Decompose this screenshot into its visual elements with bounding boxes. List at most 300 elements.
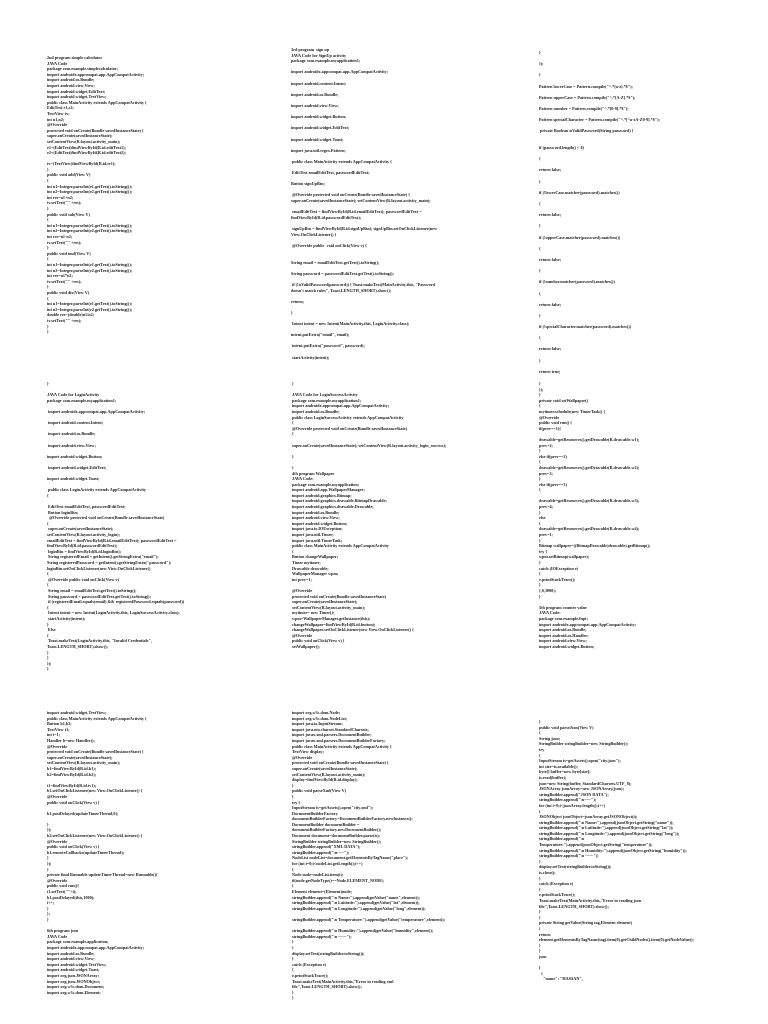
code-line: Pattern specialCharacter = Pattern.compile("^.*[^a-zA-Z0-9].*$"); bbox=[539, 117, 660, 123]
code-line: stringBuilder.append("\n Latitude:").append(jsonObject.getString("lat")); bbox=[539, 825, 674, 831]
code-line: } bbox=[47, 655, 49, 661]
code-line: stringBuilder.append("XML DATA"); bbox=[292, 844, 361, 850]
code-line: changeWallpaper=findViewById(R.id.button); bbox=[292, 621, 376, 627]
code-line: import android.widget.TextView; bbox=[47, 961, 107, 967]
code-line: int n1,n2; bbox=[47, 116, 65, 122]
code-line: public void parseXml(View V) bbox=[292, 788, 347, 794]
code-line: e.printStackTrace(); bbox=[539, 892, 576, 898]
code-line: import org.json.JSONArray; bbox=[47, 972, 99, 978]
code-line: { bbox=[539, 403, 541, 409]
code-line: is.close(); bbox=[539, 870, 556, 876]
code-line: private final Runnable updateTimerThread=new Runnable(){ bbox=[47, 872, 158, 878]
code-line: } bbox=[539, 72, 541, 78]
code-line: public void add(View V) bbox=[47, 172, 91, 178]
code-line: @Override public void onClick(View v) bbox=[47, 576, 120, 582]
code-line: import android.widget.EditText; bbox=[47, 464, 107, 470]
code-block bbox=[539, 719, 694, 982]
code-line: else if(prev==3) bbox=[539, 481, 567, 487]
code-block bbox=[292, 710, 445, 1001]
code-line: { bbox=[47, 295, 49, 301]
code-line: import android.view.View; bbox=[47, 956, 95, 962]
code-line: import android.view.View; bbox=[47, 442, 96, 448]
code-line: import android.widget.Toast; bbox=[47, 967, 100, 973]
code-line: @Override bbox=[47, 838, 68, 844]
code-line: { bbox=[292, 967, 294, 973]
code-line: element.getElementsByTagName(tag).item(0).getChildNodes().item(0).getNodeValue(); bbox=[539, 937, 694, 943]
code-line: import androidx.appcompat.app.AppCompatActivity; bbox=[291, 69, 389, 75]
code-line: String email = emailEditText.getText().toString(); bbox=[291, 259, 380, 265]
code-line: import android.widget.Button; bbox=[47, 453, 103, 459]
code-line: { bbox=[539, 335, 541, 341]
code-line: import android.view.View; bbox=[292, 515, 340, 521]
code-line: import android.widget.Button; bbox=[291, 114, 347, 120]
code-line: import android.app.WallpaperManager; bbox=[292, 487, 365, 493]
code-line: super.onCreate(savedInstanceState); bbox=[292, 599, 358, 605]
code-line: catch (Exception e) bbox=[539, 881, 574, 887]
code-line: Button loginBtn; bbox=[47, 509, 79, 515]
code-line: protected void onCreate(Bundle savedInstanceState) { bbox=[47, 749, 144, 755]
code-line: import android.os.Bundle; bbox=[291, 91, 339, 97]
code-line: import android.widget.Button; bbox=[292, 520, 348, 526]
code-line: findViewById(R.id.passwordEditText); bbox=[291, 214, 362, 220]
code-line: private Boolean isValidPassword(String password) { bbox=[539, 128, 634, 134]
code-line: b1=findViewById(R.id.b1); bbox=[47, 765, 97, 771]
code-line: { bbox=[47, 520, 49, 526]
code-line: import javax.xml.parsers.DocumentBuilder; bbox=[292, 732, 372, 738]
code-line: InputStream is=getAssets().open("city.xml"); bbox=[292, 805, 374, 811]
code-line: if(node.getNodeType()==Node.ELEMENT_NODE) bbox=[292, 877, 384, 883]
code-line: mytimer.schedule(new TimerTask() { bbox=[539, 408, 605, 414]
code-line: return false; bbox=[539, 346, 562, 352]
code-line: public void run() { bbox=[539, 420, 572, 426]
code-line: public void sub(View V) bbox=[47, 211, 90, 217]
code-line: public class MainActivity extends AppCompatActivity bbox=[292, 543, 390, 549]
code-line: @Override bbox=[292, 587, 313, 593]
code-line: } bbox=[539, 560, 541, 565]
code-line: @Override protected void onCreate(Bundle savedInstanceState) bbox=[47, 515, 165, 521]
code-line: @Override bbox=[539, 414, 560, 420]
code-line: protected void onCreate(Bundle savedInstanceState) { bbox=[292, 760, 389, 766]
code-line: JAVA Code for SignUp activity bbox=[291, 52, 347, 58]
code-line: int n1=Integer.parseInt(e1.getText().toString()); bbox=[47, 261, 133, 267]
code-line: String email = emailEditText.getText().toString(); bbox=[47, 587, 137, 593]
code-line: protected void onCreate(Bundle savedInstanceState) { bbox=[47, 127, 144, 133]
code-line: i++; bbox=[47, 900, 55, 906]
code-line: 3rd program sign up bbox=[291, 47, 330, 52]
page-8 bbox=[256, 682, 512, 1023]
code-line: } bbox=[292, 464, 294, 470]
code-line: package com.example.simplecalculator; bbox=[47, 66, 119, 72]
code-line: prev=3; bbox=[539, 470, 553, 476]
code-line: } bbox=[539, 223, 541, 229]
code-line: } bbox=[292, 956, 294, 962]
code-line: import androidx.appcompat.app.AppCompatActivity; bbox=[539, 621, 637, 627]
code-line: display.setText(stringBuilder.toString()); bbox=[292, 950, 365, 956]
code-line: @Override bbox=[47, 743, 68, 749]
code-line: String registeredEmail = getIntent().getStringExtra("email"); bbox=[47, 554, 159, 560]
code-line: } bbox=[539, 381, 541, 386]
code-line: int i=1; bbox=[47, 732, 60, 738]
code-line: } bbox=[47, 323, 49, 329]
code-line: drawable=getResources().getDrawable(R.drawable.w3); bbox=[539, 498, 640, 504]
code-line: 4th program Wallpaper bbox=[292, 470, 335, 476]
code-line: Bitmap wallpaper=((BitmapDrawable)drawable).getBitmap(); bbox=[539, 543, 651, 549]
code-line: } bbox=[539, 719, 541, 724]
code-line: super.onCreate(savedInstanceState); bbox=[47, 526, 114, 532]
code-line: }; bbox=[47, 911, 51, 917]
code-line: public class MainActivity extends AppCompatActivity { bbox=[47, 99, 147, 105]
code-line: { bbox=[539, 886, 541, 892]
code-line: } bbox=[47, 166, 49, 172]
code-line: changeWallpaper.setOnClickListener(new View.OnClickListener() { bbox=[292, 627, 414, 633]
code-line: } bbox=[47, 206, 49, 212]
code-line: stringBuilder.append("\n Humidity:").append(jsonObject.getString("humidity")); bbox=[539, 847, 687, 853]
code-line: } bbox=[539, 357, 541, 363]
code-line: drawable=getResources().getDrawable(R.drawable.w1); bbox=[539, 436, 640, 442]
code-line: public class LoginSuccessActivity extends AppCompatActivity bbox=[292, 414, 404, 420]
code-line: Toast.LENGTH_SHORT).show(); bbox=[47, 643, 108, 649]
code-line: if (registeredEmail.equals(email) && registeredPassword.equals(password)) bbox=[47, 599, 185, 605]
code-line: int prev=1; bbox=[292, 576, 312, 582]
code-line: int n1=Integer.parseInt(e1.getText().toString()); bbox=[47, 183, 133, 189]
code-line: findViewById(R.id.passwordEditText); bbox=[47, 543, 118, 549]
code-line: import android.widget.TextView; bbox=[47, 94, 107, 100]
code-line: JAVA Code bbox=[47, 933, 68, 939]
code-line: stringBuilder.append("\n ------"); bbox=[292, 933, 352, 939]
code-line: stringBuilder.append("JSON DATA"); bbox=[539, 791, 609, 797]
code-line: public void mul(View V) bbox=[47, 250, 91, 256]
code-line: import android.widget.Toast; bbox=[47, 476, 100, 482]
code-line: } bbox=[539, 50, 541, 55]
code-line: import android.view.View; bbox=[291, 102, 339, 108]
code-line: import org.w3c.dom.Element; bbox=[47, 989, 101, 995]
code-line: { bbox=[292, 793, 294, 799]
code-line: { bbox=[539, 970, 543, 976]
code-line: Element element=(Element)node; bbox=[292, 889, 352, 894]
code-line: } bbox=[539, 909, 541, 915]
code-line: file",Toast.LENGTH_SHORT).show(); bbox=[539, 903, 609, 909]
code-line: int size=is.available(); bbox=[539, 763, 578, 769]
code-line: h1.removeCallbacks(updateTimerThread); bbox=[47, 849, 125, 855]
code-line: },0,3000); bbox=[539, 587, 557, 593]
code-line: } bbox=[47, 245, 49, 251]
code-line: import android.os.Handler; bbox=[539, 632, 589, 638]
code-line: } bbox=[539, 509, 541, 515]
code-line: import java.util.regex.Pattern; bbox=[291, 147, 346, 153]
code-line: JAVA Code for LoginSuccessActivity bbox=[292, 392, 358, 398]
code-line: return true; bbox=[539, 368, 561, 374]
code-line: { bbox=[539, 156, 541, 162]
code-line: import android.view.View; bbox=[539, 638, 587, 644]
code-line: import android.os.Bundle; bbox=[292, 408, 340, 414]
code-line: stringBuilder.append("\n Temperature:").append(getValue("temperature",element)); bbox=[292, 916, 446, 922]
code-line: setContentView(R.layout.activity_main); bbox=[47, 760, 121, 766]
code-line: import androidx.appcompat.app.AppCompatActivity; bbox=[47, 71, 145, 77]
code-line: import java.util.Timer; bbox=[292, 532, 334, 538]
code-line: JSONObject jsonObject=jsonArray.getJSONObject(i); bbox=[539, 814, 638, 820]
code-line: } bbox=[47, 621, 49, 627]
code-line: } bbox=[292, 939, 294, 945]
code-line: return false; bbox=[539, 167, 562, 173]
code-line: Temperature:").append(jsonObject.getString("temperature")); bbox=[539, 842, 653, 848]
code-line: { bbox=[539, 752, 541, 758]
code-block bbox=[291, 47, 437, 360]
code-line: e2=(EditText)findViewById(R.id.editText2); bbox=[47, 150, 126, 156]
code-line: stringBuilder.append("\n Longitude:").append(jsonObject.getString("long")); bbox=[539, 830, 680, 836]
code-line: }); bbox=[47, 827, 52, 833]
code-line: int n2=Integer.parseInt(e2.getText().toString()); bbox=[47, 306, 133, 312]
page-4 bbox=[0, 341, 256, 682]
code-line: double res=(double)n1/n2; bbox=[47, 312, 95, 318]
code-line: stringBuilder.append("\n Name:").append(jsonObject.getString("name")); bbox=[539, 819, 674, 825]
code-line: json=new String(buffer, StandardCharsets.UTF_8); bbox=[539, 780, 632, 786]
code-line: View.OnClickListener() { bbox=[291, 231, 337, 237]
code-line: @Override bbox=[47, 877, 68, 883]
code-line: t1.setText(""+i); bbox=[47, 889, 77, 894]
code-line: tv.setText("" +res); bbox=[47, 239, 82, 245]
code-line: { bbox=[47, 604, 49, 610]
code-line: stringBuilder.append("\n Name:").append(getValue("name",element)); bbox=[292, 894, 420, 900]
page-3 bbox=[512, 0, 768, 374]
code-line: public class LoginActivity extends AppCompatActivity bbox=[47, 487, 146, 493]
code-line: } bbox=[47, 821, 49, 827]
code-line: { bbox=[47, 582, 49, 588]
code-line: } bbox=[292, 989, 294, 995]
code-line: JSONArray jsonArray=new JSONArray(json); bbox=[539, 786, 624, 792]
code-line: e.printStackTrace(); bbox=[292, 972, 329, 978]
code-line: b2.setOnClickListener(new View.OnClickListener() { bbox=[47, 833, 143, 839]
code-line: @Override protected void onCreate(Bundle savedInstanceState) bbox=[292, 425, 408, 431]
code-line: { bbox=[47, 217, 49, 223]
code-line: stringBuilder.append("\n ------"); bbox=[539, 853, 599, 859]
code-line: stringBuilder.append("\n-----"); bbox=[539, 797, 597, 803]
code-line: } bbox=[539, 537, 541, 543]
code-line: import androidx.appcompat.app.AppCompatActivity; bbox=[47, 944, 145, 950]
code-line: { bbox=[539, 571, 541, 577]
code-line: 2nd program simple calculator bbox=[47, 55, 103, 60]
code-line: if (!isValidPassword(password)) { Toast.makeText(MainActivity.this, "Password bbox=[291, 281, 435, 287]
code-line: startActivity(intent); bbox=[47, 615, 86, 621]
code-line: Pattern number = Pattern.compile("^.*[0-9].*$"); bbox=[539, 105, 629, 111]
code-line: @Override bbox=[292, 632, 313, 638]
code-line: Intent intent = new Intent(MainActivity.this, LoginActivity.class); bbox=[291, 321, 410, 327]
code-line: import android.graphics.drawable.BitmapDrawable; bbox=[292, 498, 387, 504]
code-line: public void onClick(View v) { bbox=[292, 638, 345, 644]
code-line: loginBtn = findViewById(R.id.loginBtn); bbox=[47, 548, 122, 554]
code-line: Button changeWallpaper; bbox=[292, 554, 339, 560]
code-line: super.onCreate(savedInstanceState); bbox=[47, 133, 113, 139]
code-line: byte[] buffer=new byte[size]; bbox=[539, 769, 591, 775]
code-line: public class MainActivity extends AppCompatActivity { bbox=[291, 158, 392, 164]
code-line: } bbox=[291, 309, 293, 315]
code-line: else bbox=[539, 515, 546, 521]
code-line: } bbox=[47, 329, 49, 335]
code-block bbox=[47, 381, 184, 672]
code-line: stringBuilder.append("\n Latitude:").append(getValue("lat",element)); bbox=[292, 900, 420, 906]
code-line: emailEditText = findViewById(R.id.emailEditText); passwordEditText = bbox=[47, 537, 177, 543]
code-line: public void run(){ bbox=[47, 883, 79, 889]
code-line: try { bbox=[292, 799, 301, 805]
code-line: package com.example.myapplication; bbox=[292, 481, 360, 487]
code-line: import javax.xml.parsers.DocumentBuilderFactory; bbox=[292, 737, 386, 743]
code-line: int res=n1+n2; bbox=[47, 194, 74, 200]
code-line: JAVA Code: bbox=[539, 610, 561, 616]
code-line: return false; bbox=[539, 301, 562, 307]
code-line: Handler h=new Handler(); bbox=[47, 737, 95, 743]
code-line: TextView t1; bbox=[47, 726, 70, 732]
code-line: JAVA Code: bbox=[292, 476, 314, 482]
code-line: stringBuilder.append("\n-----"); bbox=[292, 849, 350, 855]
code-line: Node node=nodeList.item(i); bbox=[292, 872, 344, 878]
code-line: prev=2; bbox=[539, 442, 553, 448]
code-line: documentBuilderFactory.newDocumentBuilder(); bbox=[292, 827, 382, 833]
code-line: { bbox=[539, 730, 541, 736]
code-block bbox=[539, 381, 650, 650]
code-line: { bbox=[539, 201, 541, 207]
code-line: { bbox=[539, 808, 541, 814]
code-line: import org.w3c.dom.Document; bbox=[47, 984, 105, 990]
code-line: Toast.makeText(LoginActivity.this, "Invalid Credentials", bbox=[47, 638, 152, 644]
code-line: { bbox=[47, 571, 49, 577]
code-line: prev=4; bbox=[539, 504, 553, 510]
code-line: import org.w3c.dom.Node; bbox=[292, 710, 341, 715]
code-line: super.onCreate(savedInstanceState); bbox=[292, 765, 358, 771]
code-line: { bbox=[539, 487, 541, 493]
code-line: StringBuilder stringBuilder=new StringBuilder(); bbox=[292, 838, 382, 844]
page-7 bbox=[0, 682, 256, 1023]
code-line: Drawable drawable; bbox=[292, 565, 329, 571]
code-line: { bbox=[539, 290, 541, 296]
code-line: int res=n1*n2; bbox=[47, 273, 73, 279]
code-line: }); bbox=[539, 386, 544, 392]
code-line: import android.widget.Toast; bbox=[291, 136, 344, 142]
code-line: import android.view.View; bbox=[47, 82, 95, 88]
code-line: { bbox=[539, 459, 541, 465]
code-line: e1=(EditText)findViewById(R.id.editText1); bbox=[47, 144, 126, 150]
code-line: { bbox=[292, 883, 294, 889]
code-line: } bbox=[539, 942, 541, 948]
code-line: for (int i=0;i<nodeList.getLength();i++) bbox=[292, 861, 363, 867]
page-6 bbox=[512, 341, 768, 682]
code-line: @Override bbox=[47, 793, 68, 799]
code-line: JAVA Code for LoginActivity bbox=[47, 392, 100, 398]
code-line: int n1=Integer.parseInt(e1.getText().toString()); bbox=[47, 222, 133, 228]
code-line: } bbox=[539, 268, 541, 274]
code-line: NodeList nodeList=document.getElementsByTagName("place"); bbox=[292, 855, 408, 861]
code-line: { bbox=[292, 431, 294, 437]
code-line: { bbox=[47, 492, 49, 498]
code-line: } bbox=[539, 593, 541, 599]
page-5 bbox=[256, 341, 512, 682]
code-line: JAVA Code bbox=[47, 60, 68, 66]
code-line: Toast.makeText(MainActivity.this,"Error in reading xml bbox=[292, 978, 394, 984]
code-line: display.setText(stringBuilder.toString()); bbox=[539, 864, 612, 870]
code-line: Button signUpBtn; bbox=[291, 181, 325, 187]
code-line: @Override bbox=[47, 122, 68, 128]
code-line: DocumentBuilder documentBuilder = bbox=[292, 821, 360, 827]
code-line: EditText emailEditText, passwordEditText; bbox=[291, 170, 370, 176]
code-line: }); bbox=[47, 660, 52, 666]
code-line: if (!upperCase.matcher(password).matches()) bbox=[539, 234, 621, 240]
code-line: } bbox=[47, 855, 49, 861]
code-line: import android.widget.TextView; bbox=[47, 710, 107, 715]
code-line: } bbox=[539, 312, 541, 318]
code-line: prev=1; bbox=[539, 532, 553, 538]
code-line: mytimer= new Timer(); bbox=[292, 610, 335, 616]
code-line: import android.os.Bundle; bbox=[47, 950, 95, 956]
code-line: try { bbox=[539, 548, 548, 554]
code-line: DocumentBuilderFactory bbox=[292, 810, 338, 816]
code-line: int n2=Integer.parseInt(e2.getText().toString()); bbox=[47, 267, 133, 273]
code-line: drawable=getResources().getDrawable(R.drawable.w2); bbox=[539, 464, 640, 470]
page-2 bbox=[256, 0, 512, 360]
code-line: @Override protected void onCreate(Bundle savedInstanceState) { bbox=[291, 192, 410, 198]
code-line: import org.w3c.dom.NodeList; bbox=[292, 715, 348, 721]
code-line: return bbox=[539, 931, 551, 937]
code-line: Button b1,b2; bbox=[47, 721, 72, 727]
code-line: startActivity(intent); bbox=[291, 354, 330, 360]
code-line: String password = passwordEditText.getText().toString(); bbox=[291, 270, 394, 276]
code-line: b2=findViewById(R.id.b2); bbox=[47, 771, 97, 777]
code-line: import androidx.appcompat.app.AppCompatActivity; bbox=[292, 403, 390, 409]
code-line: { bbox=[292, 866, 294, 872]
code-line: public void div(View V) bbox=[47, 289, 90, 295]
code-line: import android.widget.Button; bbox=[539, 643, 595, 649]
code-line: drawable=getResources().getDrawable(R.drawable.w4); bbox=[539, 526, 640, 532]
code-line: import java.io.InputStream; bbox=[292, 721, 343, 727]
code-line: e.printStackTrace(); bbox=[539, 576, 576, 582]
code-line: json bbox=[539, 953, 547, 959]
code-line: is.read(buffer); bbox=[539, 774, 567, 780]
code-line: TextView display; bbox=[292, 749, 324, 755]
code-line: package com.example.fnpt; bbox=[539, 615, 588, 621]
code-line: } bbox=[539, 875, 541, 881]
code-line: import android.widget.EditText; bbox=[47, 88, 106, 94]
page-1 bbox=[0, 0, 256, 341]
code-line: if (!number.matcher(password).matches()) bbox=[539, 279, 615, 285]
code-line: doesn't match rules", Toast.LENGTH_SHORT).show(); bbox=[291, 287, 392, 293]
code-line: } bbox=[539, 476, 541, 482]
code-line: [ bbox=[539, 965, 541, 971]
code-line: { bbox=[539, 520, 541, 526]
code-line: import androidx.appcompat.app.AppCompatActivity; bbox=[47, 408, 146, 414]
code-line: private String getValue(String tag,Element element) bbox=[539, 920, 632, 926]
code-line: t1=findViewById(R.id.tv1); bbox=[47, 782, 97, 788]
code-line: } bbox=[292, 944, 294, 950]
code-line: return; bbox=[291, 298, 304, 304]
code-line: return false; bbox=[539, 212, 562, 218]
code-line: intent.putExtra("password", password); bbox=[291, 343, 365, 349]
code-line: { bbox=[47, 632, 49, 638]
code-line: wpm.setBitmap(wallpaper); bbox=[539, 554, 590, 560]
code-line: import android.content.Intent; bbox=[47, 420, 104, 426]
code-line: stringBuilder.append("\n Humidity:").append(getValue("humidity",element)); bbox=[292, 928, 434, 934]
code-line: public void onClick(View v) { bbox=[47, 799, 100, 805]
code-line: } bbox=[47, 284, 49, 290]
code-line: public class MainActivity extends AppCompatActivity { bbox=[292, 743, 392, 749]
code-line: for (int i=0;i<jsonArray.length();i++) bbox=[539, 802, 606, 808]
code-line: import android.content.Intent; bbox=[291, 80, 347, 86]
code-line: documentBuilderFactory=DocumentBuilderFactory.newInstance(); bbox=[292, 816, 413, 822]
code-line: emailEditText = findViewById(R.id.emailEditText); passwordEditText = bbox=[291, 209, 422, 215]
code-line: { bbox=[539, 245, 541, 251]
code-line: tv=(TextView)findViewById(R.id.tv1); bbox=[47, 161, 116, 167]
code-line: import android.widget.EditText; bbox=[291, 125, 350, 131]
code-line: signUpBtn = findViewById(R.id.signUpBtn); signUpBtn.setOnClickListener(new bbox=[291, 226, 438, 231]
code-line: int n2=Integer.parseInt(e2.getText().toString()); bbox=[47, 189, 133, 195]
code-line: Toast.makeText(MainActivity.this,"Error in reading json bbox=[539, 898, 642, 903]
code-line: h1.postDelayed(this,1000); bbox=[47, 894, 95, 900]
